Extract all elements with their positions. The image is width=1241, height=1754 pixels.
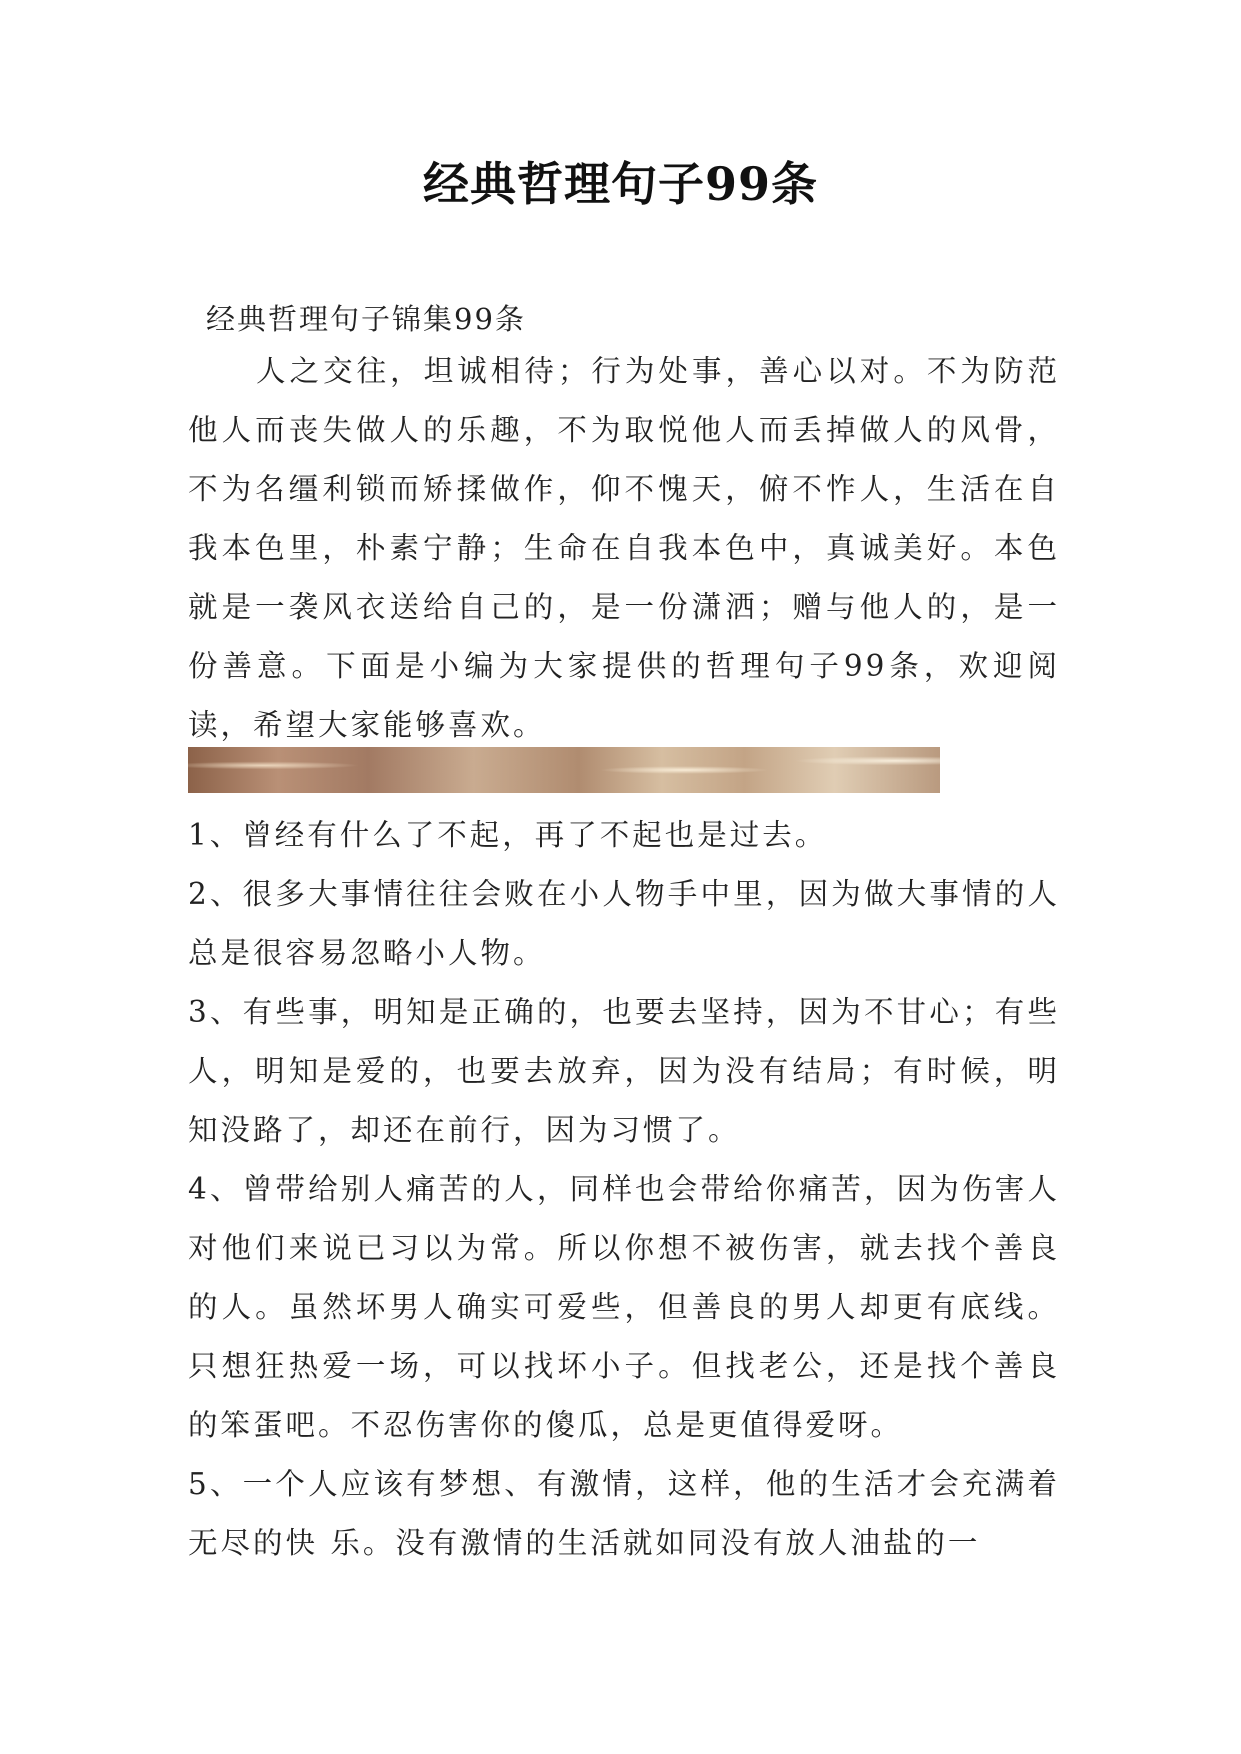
sentence-list [188,806,1060,1573]
list-item: 5、一个人应该有梦想、有激情，这样，他的生活才会充满着无尽的快 乐。没有激情的生活就如同没有放人油盐的一 [188,1467,1060,1560]
document-subtitle: 经典哲理句子锦集99条 [206,302,526,336]
intro-paragraph: 人之交往，坦诚相待；行为处事，善心以对。不为防范他人而丧失做人的乐趣，不为取悦他人而丢掉做人的风骨，不为名缰利锁而矫揉做作，仰不愧天，俯不怍人，生活在自我本色里，朴素宁静；生命在自我本色中，真诚美好。本色就是一袭风衣送给自己的，是一份潇洒；赠与他人的，是一份善意。下面是小编为大家提供的哲理句子99条，欢迎阅读，希望大家能够喜欢。 [188,354,1060,742]
list-item: 3、有些事，明知是正确的，也要去坚持，因为不甘心；有些人，明知是爱的，也要去放弃，因为没有结局；有时候，明知没路了，却还在前行，因为习惯了。 [188,995,1060,1147]
decorative-banner-image [188,747,940,793]
list-item: 4、曾带给别人痛苦的人，同样也会带给你痛苦，因为伤害人对他们来说已习以为常。所以你想不被伤害，就去找个善良的人。虽然坏男人确实可爱些，但善良的男人却更有底线。只想狂热爱一场，可以找坏小子。但找老公，还是找个善良的笨蛋吧。不忍伤害你的傻瓜，总是更值得爱呀。 [188,1172,1060,1442]
list-item: 2、很多大事情往往会败在小人物手中里，因为做大事情的人总是很容易忽略小人物。 [188,877,1060,970]
intro-section [188,342,1060,755]
document-title: 经典哲理句子99条 [422,157,818,211]
list-item: 1、曾经有什么了不起，再了不起也是过去。 [188,818,828,852]
